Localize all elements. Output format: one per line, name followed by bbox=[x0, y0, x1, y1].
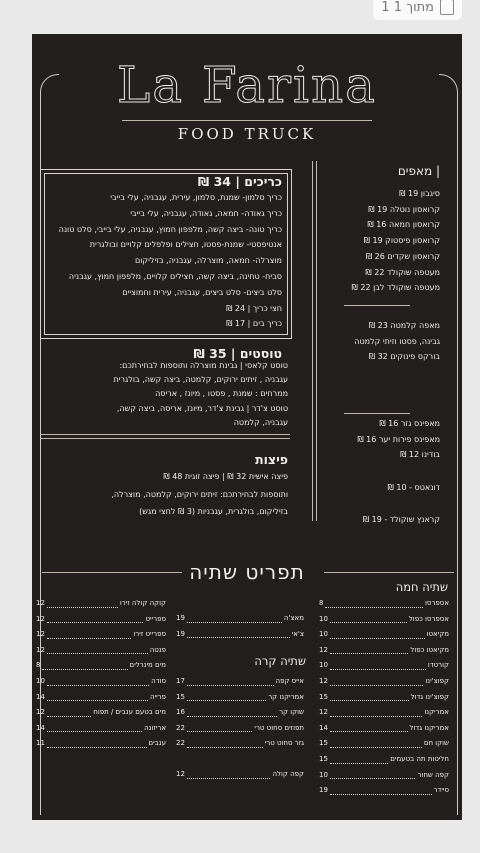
drinks-title: תפריט שתיה bbox=[189, 560, 305, 584]
list-item: בודינו 12 ₪ bbox=[400, 450, 440, 460]
drink-item bbox=[36, 612, 166, 628]
cold-drinks-heading: שתיה קרה bbox=[254, 654, 306, 668]
drink-price: 12 bbox=[176, 770, 185, 778]
drink-item bbox=[36, 690, 166, 706]
drink-price: 15 bbox=[176, 692, 185, 701]
drink-item bbox=[319, 690, 449, 706]
drink-item bbox=[319, 596, 449, 612]
sandwiches-list bbox=[42, 190, 282, 332]
drink-name: פרייה bbox=[149, 692, 166, 701]
drink-price: 12 bbox=[36, 599, 45, 607]
drink-price: 8 bbox=[36, 661, 41, 670]
drink-name: סיידר bbox=[433, 786, 449, 795]
drink-name: אייס קפה bbox=[275, 677, 304, 685]
document-icon bbox=[440, 0, 454, 15]
list-item: טוסט קלאסי | גבינת מוצרלה ותוספות לבחירתכם: bbox=[119, 361, 288, 370]
list-item: עגבניה, קלמטה bbox=[233, 417, 288, 427]
drink-item bbox=[176, 611, 304, 627]
drink-price: 10 bbox=[319, 614, 328, 623]
list-item: מעטפה שוקולד 22 ₪ bbox=[365, 267, 440, 277]
leader-dots bbox=[330, 690, 409, 702]
leader-dots bbox=[330, 612, 407, 624]
list-item: סלט ביצים- סלט ביצים, עגבניה, עירית וחמוציים bbox=[122, 287, 282, 297]
list-item: ממרחים : שמנת , פסטו , מיונז , אריסה bbox=[155, 389, 288, 399]
drink-name: ספרייט זירו bbox=[133, 630, 166, 639]
divider bbox=[344, 413, 410, 414]
drink-item bbox=[319, 612, 449, 628]
drink-item bbox=[319, 736, 449, 752]
drink-price: 22 bbox=[176, 739, 185, 748]
drink-item bbox=[36, 705, 166, 721]
leader-dots bbox=[187, 736, 263, 748]
drink-price: 10 bbox=[319, 630, 328, 639]
pastries-heading: | מאפים bbox=[397, 164, 440, 178]
drink-name: קפה קולה bbox=[272, 770, 304, 778]
drink-price: 12 bbox=[319, 645, 328, 654]
drink-name: שוקו קר bbox=[279, 708, 304, 717]
drink-item bbox=[36, 721, 166, 737]
drink-price: 14 bbox=[319, 723, 328, 732]
pizzas-list bbox=[38, 468, 288, 521]
leader-dots bbox=[187, 721, 252, 733]
leader-dots bbox=[330, 643, 408, 655]
drink-price: 8 bbox=[319, 599, 324, 607]
drink-name: אספרסו כפול bbox=[408, 614, 449, 623]
list-item: כריך בים | 17 ₪ bbox=[226, 319, 282, 329]
drink-price: 17 bbox=[176, 677, 185, 685]
drink-price: 12 bbox=[319, 676, 328, 685]
leader-dots bbox=[47, 596, 118, 608]
drink-item bbox=[176, 705, 304, 721]
leader-dots bbox=[330, 783, 432, 795]
leader-dots bbox=[47, 643, 148, 655]
list-item: גבינה, פסטו וזיתי קלמטה bbox=[354, 336, 440, 346]
leader-dots bbox=[187, 627, 290, 639]
drink-name: מים מינרלים bbox=[129, 661, 166, 670]
pastries-list-3 bbox=[320, 416, 440, 463]
brand-title: La Farina bbox=[117, 56, 377, 114]
drink-item bbox=[36, 658, 166, 674]
list-item: חצי כריך | 24 ₪ bbox=[226, 303, 282, 313]
list-item: מוצרלה- חמאה, מוצרלה, עגבניה, בזיליקום bbox=[134, 256, 282, 266]
drink-price: 19 bbox=[319, 786, 328, 795]
list-item: אנטיפסטי- שמנת-פסטו, חצילים ופלפלים קלויים ובולגרית bbox=[89, 240, 282, 250]
drink-name: שוקו חם bbox=[423, 739, 449, 748]
drink-item bbox=[176, 767, 304, 783]
drink-item bbox=[319, 643, 449, 659]
list-item: קרואסון חמאה 16 ₪ bbox=[367, 220, 440, 230]
list-item: בורקס פינוקים 32 ₪ bbox=[368, 352, 440, 362]
drink-item bbox=[319, 627, 449, 643]
drink-price: 11 bbox=[36, 739, 45, 748]
drink-price: 12 bbox=[36, 630, 45, 639]
drink-price: 14 bbox=[36, 692, 45, 701]
leader-dots bbox=[330, 768, 416, 780]
drink-name: אמריקנו קר bbox=[268, 692, 304, 701]
drink-price: 15 bbox=[319, 739, 328, 748]
drink-item bbox=[36, 596, 166, 612]
drink-item bbox=[176, 674, 304, 690]
drink-item bbox=[36, 643, 166, 659]
list-item: מאפינס פירות יער 16 ₪ bbox=[357, 434, 440, 444]
drink-name: קוקה קולה זירו bbox=[119, 599, 166, 607]
drink-item bbox=[36, 674, 166, 690]
drink-name: חליטות תה בטעמים bbox=[390, 754, 449, 763]
drink-name: גזר סחוט טרי bbox=[264, 739, 304, 748]
drink-item bbox=[176, 627, 304, 643]
pastries-list-1 bbox=[320, 186, 440, 296]
drink-name: מקיאטו bbox=[426, 630, 449, 639]
list-item: סביח- טחינה, ביצה קשה, חצילים קלויים, מלפפון חמוץ, עגבניה bbox=[68, 271, 282, 281]
drink-price: 15 bbox=[319, 692, 328, 701]
drink-item bbox=[319, 783, 449, 799]
leader-dots bbox=[187, 705, 277, 717]
leader-dots bbox=[47, 736, 147, 748]
page-label: 1 מתוך 1 bbox=[381, 0, 434, 15]
divider bbox=[40, 434, 290, 435]
drink-name: פנטה bbox=[149, 645, 166, 654]
drink-name: צ'אי bbox=[291, 629, 304, 638]
drink-item bbox=[319, 721, 449, 737]
list-item: סיגבון 19 ₪ bbox=[399, 189, 440, 198]
soft-drinks-list bbox=[36, 596, 166, 752]
drink-item bbox=[176, 736, 304, 752]
pastries-extra-2: קראנץ שוקולד - 19 ₪ bbox=[362, 515, 440, 524]
list-item: מאפינס גזר 16 ₪ bbox=[379, 419, 440, 428]
drink-price: 16 bbox=[176, 708, 185, 717]
cold-drinks-extra bbox=[176, 767, 304, 783]
drink-item bbox=[36, 736, 166, 752]
drink-name: קפה שחור bbox=[417, 770, 449, 779]
mid-drinks-list bbox=[176, 611, 304, 642]
drink-name: ענבים bbox=[148, 739, 166, 748]
pastries-list-2 bbox=[320, 318, 440, 365]
drink-price: 10 bbox=[319, 661, 328, 670]
leader-dots bbox=[187, 674, 274, 686]
drink-price: 14 bbox=[36, 723, 45, 732]
drink-name: מאצ'ה bbox=[283, 614, 304, 622]
divider bbox=[344, 305, 410, 306]
leader-dots bbox=[325, 596, 423, 608]
drink-item bbox=[319, 658, 449, 674]
hot-drinks-list bbox=[319, 596, 449, 799]
drink-item bbox=[176, 690, 304, 706]
leader-dots bbox=[47, 721, 142, 733]
column-divider bbox=[312, 161, 313, 521]
leader-dots bbox=[330, 736, 422, 748]
drink-item bbox=[319, 674, 449, 690]
list-item: בזיליקום, בולגרית, עגבניות (3 ₪ לחצי מגש) bbox=[139, 507, 288, 516]
drink-price: 12 bbox=[36, 708, 45, 717]
drink-name: תפוזים סחוט טרי bbox=[254, 723, 304, 732]
viewer-toolbar bbox=[0, 0, 480, 26]
leader-dots bbox=[42, 658, 127, 670]
toasts-heading: טוסטים | 35 ₪ bbox=[193, 346, 282, 361]
brand-subtitle: FOOD TRUCK bbox=[177, 125, 317, 143]
drink-name: סודה bbox=[151, 676, 166, 685]
drink-item bbox=[176, 721, 304, 737]
drink-name: אריזונה bbox=[144, 723, 166, 732]
leader-dots bbox=[187, 690, 266, 702]
list-item: כריך טונה- ביצה קשה, מלפפון חמוץ, עגבניה, עלי בייבי, סלט טונה bbox=[58, 224, 282, 234]
list-item: עגבניה , זיתים ירוקים, קלמטה, ביצה קשה, בולגרית bbox=[113, 375, 288, 385]
pastries-extra-1: דונאטס - 10 ₪ bbox=[387, 483, 440, 492]
drink-item bbox=[36, 627, 166, 643]
drink-name: מקיאטו כפול bbox=[410, 645, 449, 654]
leader-dots bbox=[330, 674, 423, 686]
drink-name: אמריקנו גדול bbox=[409, 723, 449, 732]
drink-name: קורטדו bbox=[427, 661, 449, 670]
list-item: ותוספות לבחירתכם: זיתים ירוקים, קלמטה, מוצרלה, bbox=[111, 489, 288, 499]
list-item: מעטפה שוקולד לבן 22 ₪ bbox=[351, 283, 440, 293]
list-item: כריך גאודה- חמאה, גאודה, עגבניה, עלי בייבי bbox=[130, 208, 282, 218]
list-item: פיצה אישית 32 ₪ | פיצה זוגית 48 ₪ bbox=[163, 472, 288, 481]
drink-price: 10 bbox=[36, 676, 45, 685]
drink-name: מים בטעם ענבים / תפוח bbox=[93, 708, 166, 717]
drink-price: 15 bbox=[319, 754, 328, 763]
drink-price: 22 bbox=[176, 723, 185, 732]
leader-dots bbox=[330, 721, 408, 733]
drink-name: קפוצ'ינו גדול bbox=[410, 692, 449, 701]
drink-item bbox=[319, 752, 449, 768]
drink-price: 12 bbox=[36, 614, 45, 623]
leader-dots bbox=[330, 658, 426, 670]
leader-dots bbox=[47, 674, 149, 686]
drink-name: אספרסו bbox=[425, 599, 449, 607]
column-divider bbox=[316, 161, 317, 521]
menu-image bbox=[32, 34, 462, 820]
list-item: מאפה קלמטה 23 ₪ bbox=[368, 321, 440, 330]
list-item: קרואסון פיסטוק 19 ₪ bbox=[363, 236, 440, 246]
pizzas-heading: פיצות bbox=[255, 452, 288, 467]
list-item: קרואסון נוטלה 19 ₪ bbox=[368, 204, 440, 214]
list-item: קרואסון שקדים 26 ₪ bbox=[365, 251, 440, 261]
drink-name: אמריקנו bbox=[424, 708, 449, 717]
leader-dots bbox=[330, 705, 422, 717]
cold-drinks-list bbox=[176, 674, 304, 752]
drink-price: 19 bbox=[176, 614, 185, 622]
leader-dots bbox=[47, 612, 144, 624]
sandwiches-heading: כריכים | 34 ₪ bbox=[197, 174, 282, 189]
title-rule bbox=[122, 120, 372, 121]
drink-price: 10 bbox=[319, 770, 328, 779]
list-item: טוסט צ'דר | גבינת צ'דר, מיונז, אריסה, ביצה קשה, bbox=[116, 403, 288, 413]
drink-price: 12 bbox=[319, 708, 328, 717]
leader-dots bbox=[47, 705, 91, 717]
drink-item bbox=[319, 705, 449, 721]
toasts-list bbox=[38, 359, 288, 430]
leader-dots bbox=[187, 611, 282, 623]
leader-dots bbox=[330, 627, 425, 639]
drink-item bbox=[319, 768, 449, 784]
divider bbox=[40, 438, 290, 439]
leader-dots bbox=[47, 627, 131, 639]
drink-price: 19 bbox=[176, 629, 185, 638]
list-item: כריך סלמון- שמנת, סלמון, עירית, עגבניה, עלי בייבי bbox=[110, 193, 282, 202]
hot-drinks-heading: שתיה חמה bbox=[395, 580, 448, 594]
page-indicator[interactable] bbox=[373, 0, 462, 20]
leader-dots bbox=[187, 767, 271, 779]
drink-price: 12 bbox=[36, 645, 45, 654]
leader-dots bbox=[47, 690, 148, 702]
leader-dots bbox=[330, 752, 388, 764]
drink-name: ספרייט bbox=[145, 614, 166, 623]
drink-name: קפוצ'ינו bbox=[425, 676, 449, 685]
